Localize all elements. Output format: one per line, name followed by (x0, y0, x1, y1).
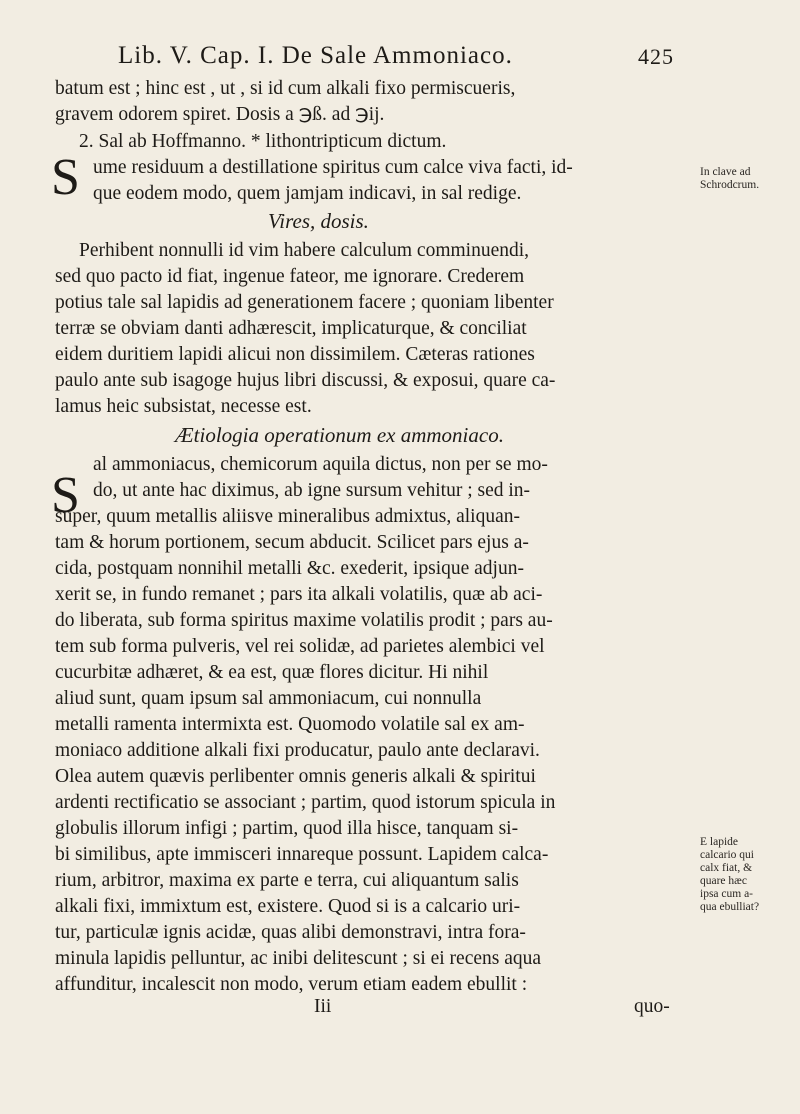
margin-note-line: ipsa cum a- (700, 888, 754, 900)
text-line: metalli ramenta intermixta est. Quomodo volatile sal ex am- (55, 714, 525, 735)
margin-note-line: qua ebulliat? (700, 901, 760, 913)
drop-cap: S (51, 149, 80, 206)
text-line: do, ut ante hac diximus, ab igne sursum vehitur ; sed in- (93, 480, 531, 501)
text-line: moniaco additione alkali fixi producatur, paulo ante declaravi. (55, 740, 540, 761)
margin-note (700, 166, 759, 192)
text-line: sed quo pacto id fiat, ingenue fateor, me ignorare. Crederem (55, 266, 525, 287)
drop-cap: S (51, 467, 80, 524)
subheading: Vires, dosis. (268, 209, 369, 233)
text-line: affunditur, incalescit non modo, verum etiam eadem ebullit : (55, 974, 528, 995)
section-title: 2. Sal ab Hoffmanno. * lithontripticum dictum. (79, 131, 447, 152)
text-line: tam & horum portionem, secum abducit. Scilicet pars ejus a- (55, 532, 529, 553)
text-line: ardenti rectificatio se associant ; partim, quod istorum spicula in (55, 792, 556, 813)
margin-note-line: calcario qui (700, 849, 754, 861)
text-line: Perhibent nonnulli id vim habere calculum comminuendi, (79, 240, 530, 261)
signature-mark: Iii (314, 996, 332, 1017)
text-line: xerit se, in fundo remanet ; pars ita alkali volatilis, quæ ab aci- (55, 584, 543, 605)
page-number: 425 (638, 44, 674, 69)
text-line: terræ se obviam danti adhærescit, implicaturque, & conciliat (55, 318, 527, 339)
text-line: cida, postquam nonnihil metalli &c. exederit, ipsique adjun- (55, 558, 524, 579)
catchword: quo- (634, 996, 670, 1017)
margin-note-line: quare hæc (700, 875, 747, 887)
running-header (118, 42, 678, 72)
text-line: rium, arbitror, maxima ex parte e terra, cui aliquantum salis (55, 870, 519, 891)
text-line: eidem duritiem lapidi alicui non dissimilem. Cæteras rationes (55, 344, 535, 365)
text-line: paulo ante sub isagoge hujus libri discussi, & exposui, quare ca- (55, 370, 556, 391)
text-line: al ammoniacus, chemicorum aquila dictus, non per se mo- (93, 454, 548, 475)
text-line: batum est ; hinc est , ut , si id cum alkali fixo permiscueris, (55, 78, 516, 99)
text-line: potius tale sal lapidis ad generationem facere ; quoniam libenter (55, 292, 554, 313)
text-line: que eodem modo, quem jamjam indicavi, in sal redige. (93, 183, 522, 204)
text-line: ume residuum a destillatione spiritus cum calce viva facti, id- (93, 157, 573, 178)
text-line: super, quum metallis aliisve mineralibus admixtus, aliquan- (55, 506, 520, 527)
text-line: gravem odorem spiret. Dosis a ℈ß. ad ℈ij. (55, 104, 385, 125)
text-line: cucurbitæ adhæret, & ea est, quæ flores dicitur. Hi nihil (55, 662, 489, 683)
margin-note-line: Schrodcrum. (700, 179, 760, 191)
text-line: alkali fixi, immixtum est, existere. Quod si is a calcario uri- (55, 896, 521, 917)
text-line: globulis illorum infigi ; partim, quod illa hisce, tanquam si- (55, 818, 519, 839)
text-line: do liberata, sub forma spiritus maxime volatilis prodit ; pars au- (55, 610, 553, 631)
text-line: Olea autem quævis perlibenter omnis generis alkali & spiritui (55, 766, 536, 787)
margin-note-line: E lapide (700, 836, 738, 848)
text-line: tem sub forma pulveris, vel rei solidæ, ad parietes alembici vel (55, 636, 545, 657)
text-line: minula lapidis pelluntur, ac inibi delitescunt ; si ei recens aqua (55, 948, 542, 969)
text-line: tur, particulæ ignis acidæ, quas alibi demonstravi, intra fora- (55, 922, 526, 943)
subheading: Ætiologia operationum ex ammoniaco. (175, 423, 504, 447)
text-line: bi similibus, apte immisceri innareque possunt. Lapidem calca- (55, 844, 549, 865)
text-line: lamus heic subsistat, necesse est. (55, 396, 312, 417)
running-title: Lib. V. Cap. I. De Sale Ammoniaco. (118, 42, 513, 69)
margin-note-line: In clave ad (700, 166, 751, 178)
margin-note-line: calx fiat, & (700, 862, 753, 874)
text-line: aliud sunt, quam ipsum sal ammoniacum, cui nonnulla (55, 688, 482, 709)
margin-note (700, 836, 759, 914)
